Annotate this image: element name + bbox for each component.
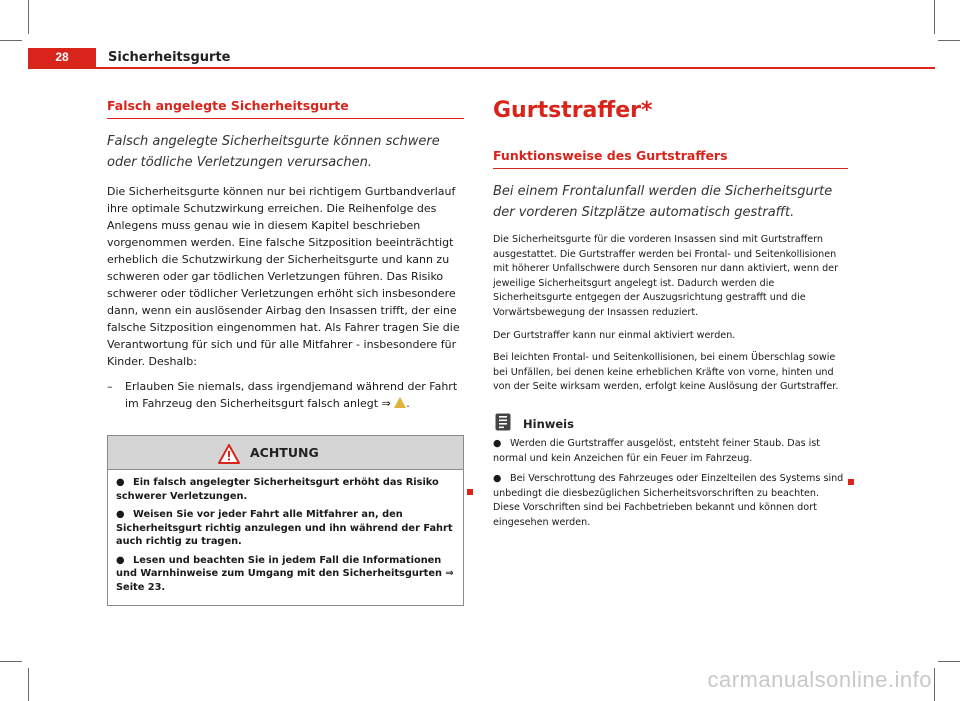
bullet: ● — [116, 554, 125, 566]
crop-mark — [28, 668, 29, 701]
warning-item-text: Weisen Sie vor jeder Fahrt alle Mitfahrer an, den Sicherheitsgurt richtig anzulegen und ihn während der Fahrt auch richtig zu tragen. — [116, 509, 453, 547]
section-end-mark — [848, 479, 854, 485]
bullet: ● — [493, 473, 502, 485]
right-column — [493, 98, 848, 537]
dash-list-item — [107, 378, 464, 412]
watermark: carmanualsonline.info — [707, 667, 932, 692]
bullet: ● — [493, 437, 502, 449]
crop-mark — [0, 40, 22, 41]
body-paragraph: Der Gurtstraffer kann nur einmal aktiviert werden. — [493, 329, 736, 341]
crop-mark — [934, 0, 935, 34]
page-number: 28 — [28, 48, 96, 67]
hint-item-text: Werden die Gurtstraffer ausgelöst, entsteht feiner Staub. Das ist normal und kein Anzeichen für ein Feuer im Fahrzeug. — [493, 437, 821, 464]
hint-header — [493, 409, 848, 437]
hint-item — [493, 472, 848, 530]
lead-text: Falsch angelegte Sicherheitsgurte können schwere oder tödliche Verletzungen verursachen. — [107, 134, 440, 170]
warning-box — [107, 435, 464, 606]
warning-triangle-icon — [394, 397, 406, 408]
warning-triangle-icon — [218, 444, 240, 464]
bullet: ● — [116, 477, 125, 488]
warning-body — [108, 470, 463, 605]
warning-item-text: Ein falsch angelegter Sicherheitsgurt erhöht das Risiko schwerer Verletzungen. — [116, 477, 439, 502]
body-paragraph: Die Sicherheitsgurte für die vorderen Insassen sind mit Gurtstraffern ausgestattet. Die Gurtstraffer werden bei Frontal- und Seitenkollisionen mit höherer Unfallschwere durch Sensoren nur dann aktiviert, wenn der jeweilige Sicherheitsgurt angelegt ist. Dadurch werden die Sicherheitsgurte entgegen der Auszugsrichtung gestrafft und die Vorwärtsbewegung der Insassen reduziert. — [493, 234, 839, 318]
chapter-title: Gurtstraffer* — [493, 98, 653, 123]
crop-mark — [938, 661, 960, 662]
section-heading: Falsch angelegte Sicherheitsgurte — [107, 98, 464, 119]
header-rule — [28, 67, 935, 69]
hint-label: Hinweis — [523, 416, 574, 431]
warning-header — [108, 436, 463, 470]
bullet: ● — [116, 509, 125, 520]
body-paragraph: Die Sicherheitsgurte können nur bei richtigem Gurtbandverlauf ihre optimale Schutzwirkung erreichen. Die Reihenfolge des Anlegens muss genau wie in diesem Kapitel beschrieben vorgenommen werden. Eine falsche Sitzposition beeinträchtigt erheblich die Schutzwirkung der Sicherheitsgurte und kann zu schweren oder gar tödlichen Verletzungen führen. Das Risiko schwerer oder tödlicher Verletzungen erhöht sich insbesondere dann, wenn ein auslösender Airbag den Insassen trifft, der eine falsche Sitzposition eingenommen hat. Als Fahrer tragen Sie die Verantwortung für sich und für alle Mitfahrer - insbesondere für Kinder. Deshalb: — [107, 185, 460, 368]
dash-item-end: . — [406, 397, 410, 410]
hint-item — [493, 437, 848, 466]
crop-mark — [28, 0, 29, 34]
hint-item-text: Bei Verschrottung des Fahrzeuges oder Einzelteilen des Systems sind unbedingt die diesbezüglichen Sicherheitsvorschriften zu beachten. Diese Vorschriften sind bei Fachbetrieben bekannt und können dort eingesehen werden. — [493, 473, 844, 528]
warning-label: ACHTUNG — [250, 445, 319, 460]
section-end-mark — [467, 489, 473, 495]
section-title: Sicherheitsgurte — [108, 50, 231, 65]
left-column — [107, 98, 464, 606]
section-heading: Funktionsweise des Gurtstraffers — [493, 148, 848, 169]
warning-item — [116, 554, 455, 595]
dash-item-text: Erlauben Sie niemals, dass irgendjemand während der Fahrt im Fahrzeug den Sicherheitsgurt falsch anlegt ⇒ — [125, 380, 458, 410]
crop-mark — [0, 661, 22, 662]
warning-item-text: Lesen und beachten Sie in jedem Fall die Informationen und Warnhinweise zum Umgang mit den Sicherheitsgurten ⇒ Seite 23. — [116, 554, 454, 593]
page-header — [28, 48, 935, 67]
dash-mark: – — [107, 380, 113, 393]
lead-text: Bei einem Frontalunfall werden die Sicherheitsgurte der vorderen Sitzplätze automatisch gestrafft. — [493, 184, 833, 220]
info-book-icon — [495, 413, 511, 431]
body-paragraph: Bei leichten Frontal- und Seitenkollisionen, bei einem Überschlag sowie bei Unfällen, bei denen keine erheblichen Kräfte von vorne, hinten und von der Seite wirksam werden, erfolgt keine Auslösung der Gurtstraffer. — [493, 352, 839, 393]
crop-mark — [934, 668, 935, 701]
warning-item — [116, 476, 455, 503]
crop-mark — [938, 40, 960, 41]
warning-item — [116, 508, 455, 549]
